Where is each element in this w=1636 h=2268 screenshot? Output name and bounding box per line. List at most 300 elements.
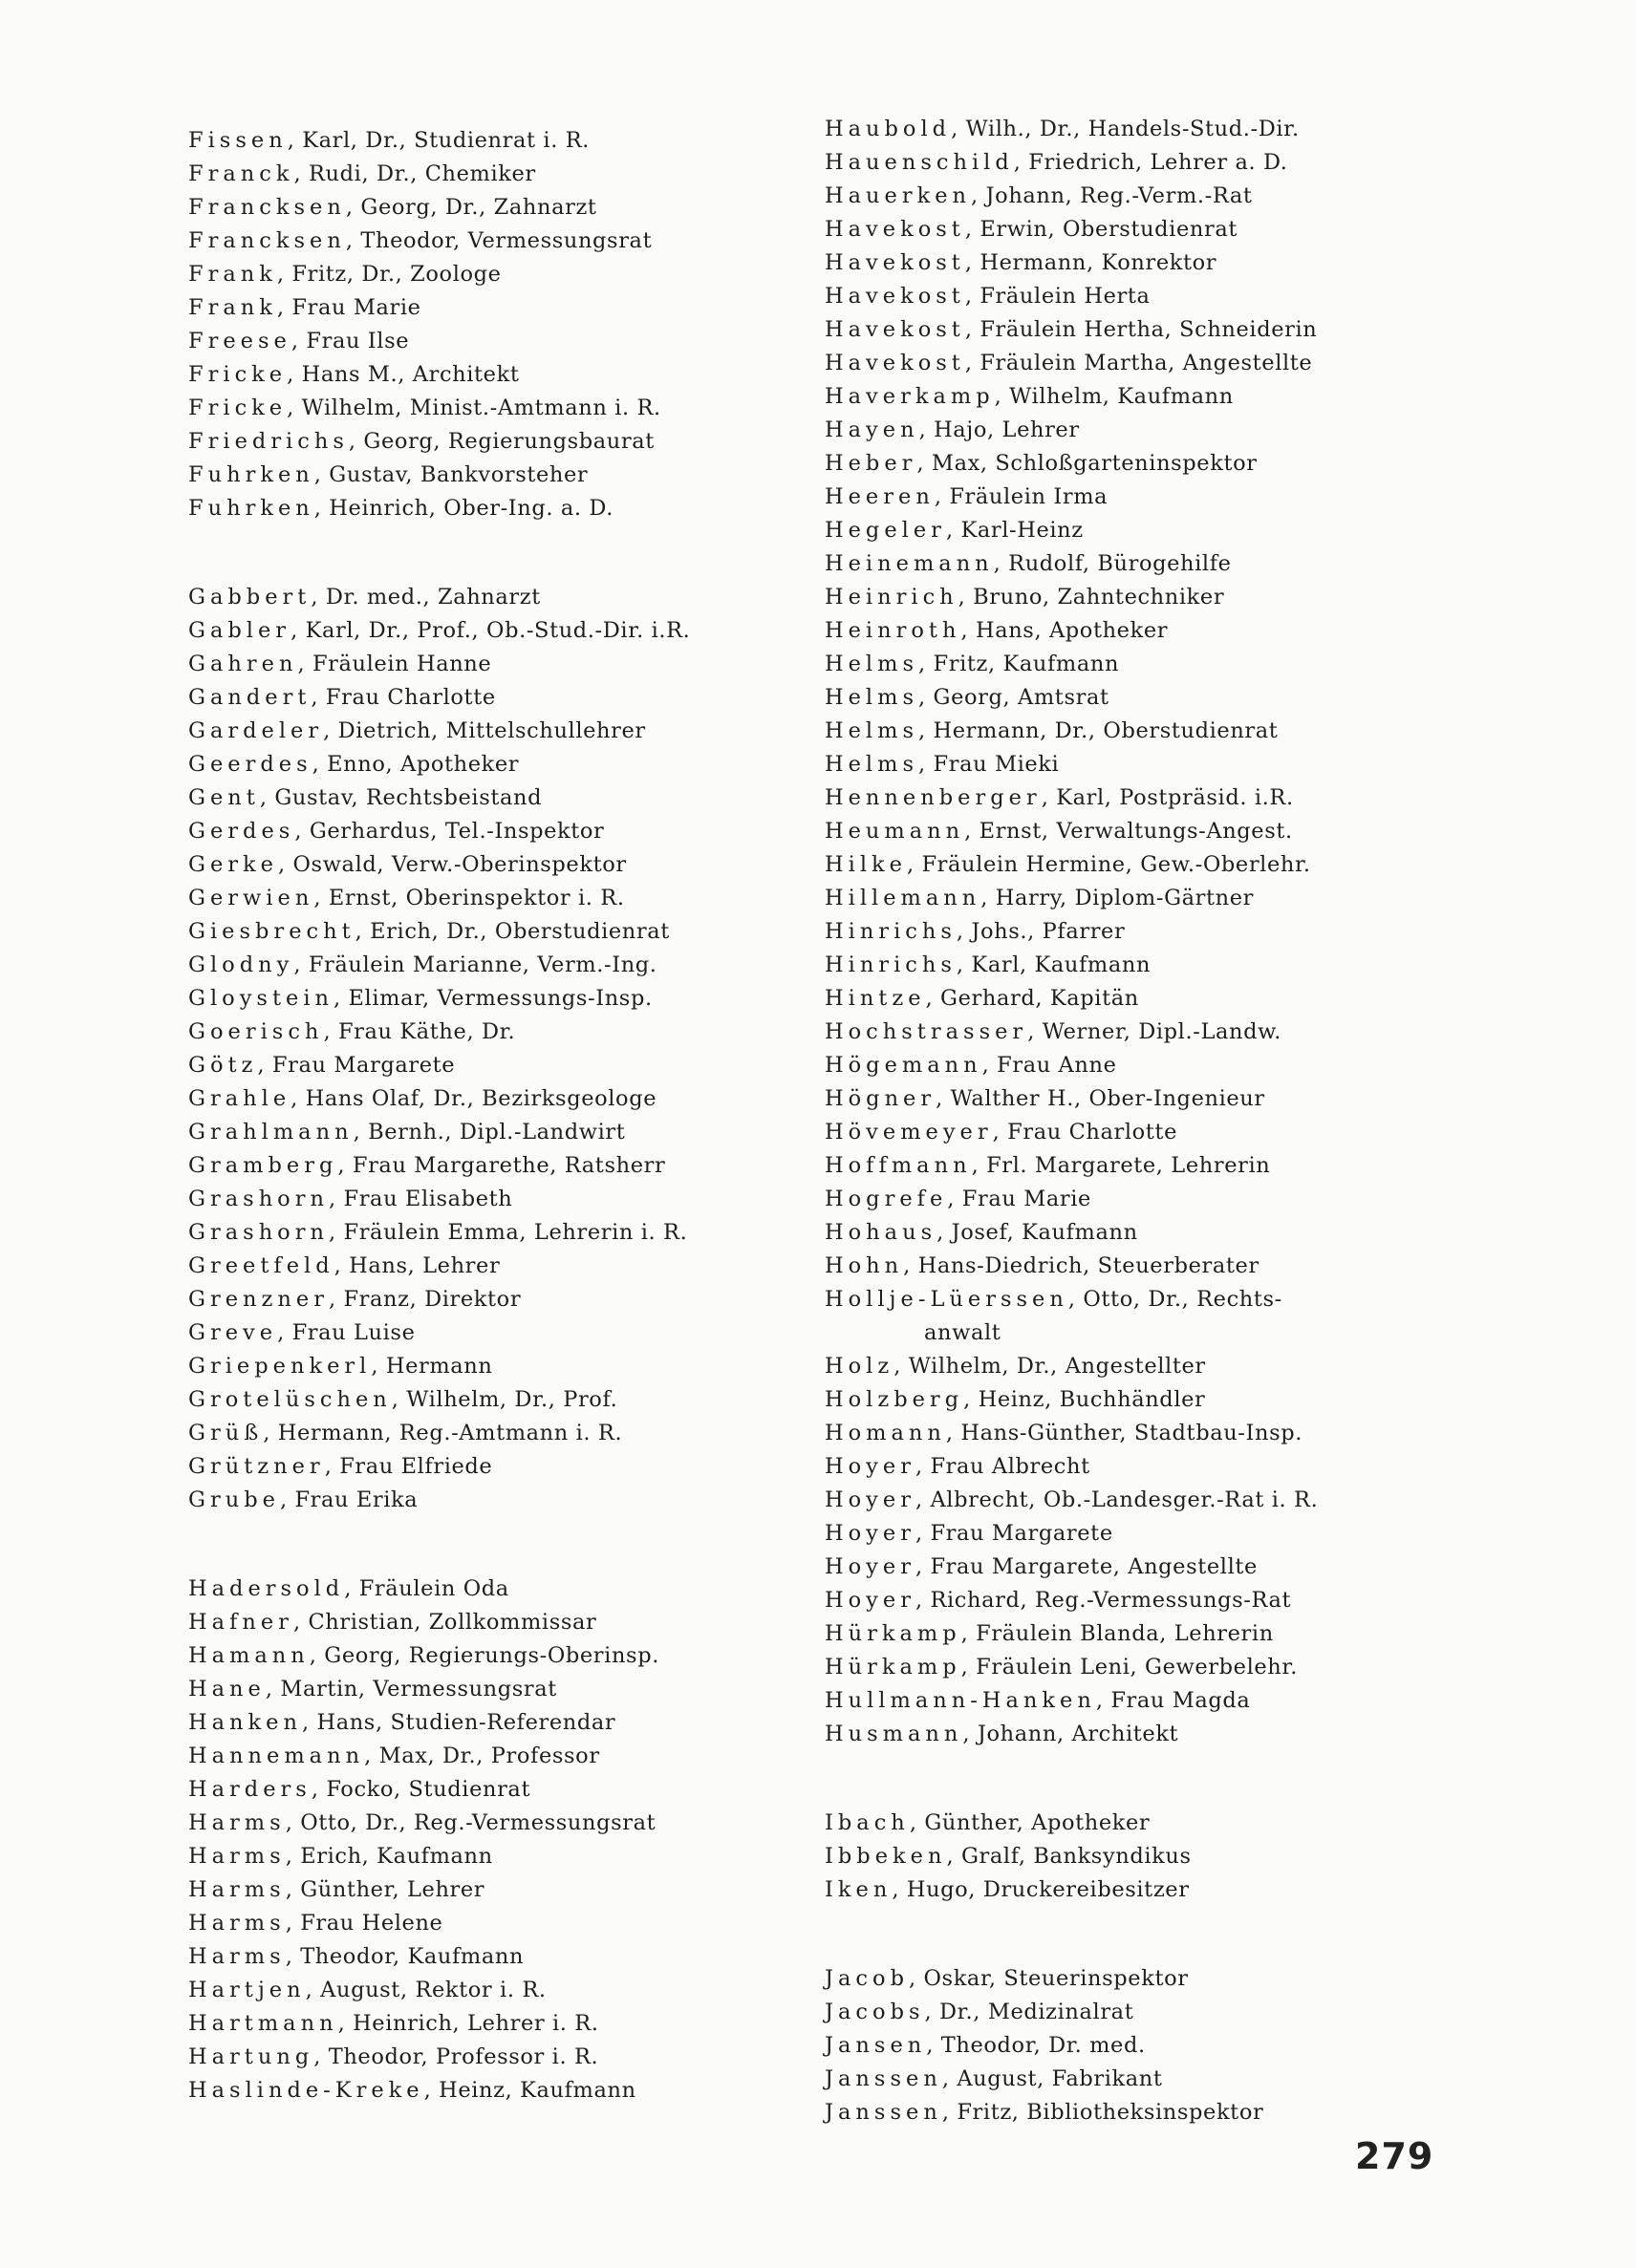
entry-details: , Frl. Margarete, Lehrerin (971, 1153, 1271, 1178)
directory-entry (825, 1484, 1455, 1517)
entry-details: , Wilhelm, Kaufmann (994, 384, 1234, 409)
directory-entry (825, 715, 1455, 748)
entry-details: , Harry, Diplom-Gärtner (980, 886, 1255, 910)
entry-surname: Grahle (188, 1086, 291, 1111)
entry-surname: Harms (188, 1944, 286, 1969)
entry-details: , Frau Margarete (257, 1053, 456, 1078)
entry-details: , Hans, Lehrer (334, 1253, 501, 1278)
entry-surname: Franck (188, 161, 294, 186)
entry-details: , Albrecht, Ob.-Landesger.-Rat i. R. (915, 1487, 1319, 1512)
entry-surname: Hogrefe (825, 1187, 948, 1211)
entry-surname: Geerdes (188, 752, 312, 777)
entry-surname: Heinroth (825, 618, 961, 643)
entry-details: , Hajo, Lehrer (918, 417, 1080, 442)
directory-entry (825, 313, 1455, 347)
entry-details: , Karl, Kaufmann (956, 952, 1152, 977)
entry-details: , Frau Helene (285, 1911, 443, 1936)
entry-details: , Karl, Dr., Prof., Ob.-Stud.-Dir. i.R. (291, 618, 691, 643)
entry-surname: Hartung (188, 2044, 314, 2069)
directory-entry (825, 1873, 1455, 1907)
entry-details: , Frau Marie (276, 295, 421, 320)
entry-details: , August, Rektor i. R. (305, 1978, 547, 2002)
directory-entry (825, 2063, 1455, 2096)
entry-surname: Haubold (825, 117, 952, 141)
directory-entry (825, 781, 1455, 815)
entry-surname: Grotelüschen (188, 1387, 392, 1412)
entry-details: , Frau Elfriede (324, 1454, 493, 1479)
entry-details: , Bernh., Dipl.-Landwirt (353, 1120, 626, 1145)
directory-entry (825, 681, 1455, 715)
directory-entry (188, 1417, 800, 1450)
entry-details: , Theodor, Professor i. R. (313, 2044, 599, 2069)
entry-details: , Heinz, Kaufmann (423, 2078, 636, 2103)
directory-entry (188, 815, 800, 848)
entry-details: anwalt (924, 1320, 1001, 1345)
entry-surname: Holzberg (825, 1387, 964, 1412)
entry-surname: Husmann (825, 1722, 963, 1746)
entry-surname: Gardeler (188, 718, 324, 743)
directory-entry (825, 1840, 1455, 1873)
entry-surname: Harms (188, 1911, 286, 1936)
entry-details: , Hans-Diedrich, Steuerberater (903, 1253, 1259, 1278)
entry-details: , Frau Charlotte (311, 685, 496, 710)
entry-surname: Harms (188, 1844, 286, 1869)
entry-surname: Fissen (188, 128, 288, 153)
entry-surname: Frank (188, 295, 277, 320)
entry-details: , Hermann (371, 1354, 493, 1379)
directory-entry (825, 113, 1455, 146)
directory-entry (825, 882, 1455, 915)
entry-details: , Gustav, Rechtsbeistand (259, 785, 543, 810)
entry-surname: Havekost (825, 351, 965, 375)
entry-surname: Greve (188, 1320, 278, 1345)
entry-surname: Fricke (188, 396, 288, 420)
directory-entry (188, 1216, 800, 1250)
directory-entry (188, 1873, 800, 1907)
directory-entry (825, 581, 1455, 614)
directory-entry (188, 1606, 800, 1639)
entry-surname: Hafner (188, 1610, 293, 1635)
directory-entry (188, 882, 800, 915)
entry-surname: Hollje-Lüerssen (825, 1287, 1068, 1312)
left-letter-group (188, 1573, 800, 2108)
entry-details: , Fräulein Emma, Lehrerin i. R. (328, 1220, 688, 1245)
entry-details: , Fritz, Bibliotheksinspektor (941, 2100, 1264, 2125)
entry-details: , Hermann, Dr., Oberstudienrat (918, 718, 1279, 743)
entry-surname: Gahren (188, 652, 298, 676)
entry-details: , Martin, Vermessungsrat (265, 1677, 557, 1701)
directory-entry (825, 1996, 1455, 2029)
entry-surname: Hoyer (825, 1521, 915, 1546)
directory-entry (188, 949, 800, 982)
directory-entry (188, 358, 800, 392)
directory-entry (188, 2074, 800, 2108)
entry-surname: Fuhrken (188, 462, 314, 487)
directory-entry (825, 547, 1455, 581)
directory-entry (825, 1383, 1455, 1417)
entry-details: , Otto, Dr., Reg.-Vermessungsrat (285, 1810, 657, 1835)
directory-entry (825, 1551, 1455, 1584)
entry-surname: Haslinde-Kreke (188, 2078, 424, 2103)
entry-surname: Heumann (825, 819, 965, 844)
directory-entry (825, 815, 1455, 848)
right-letter-group (825, 1962, 1455, 2129)
entry-details: , Erwin, Oberstudienrat (964, 217, 1238, 242)
directory-entry (188, 1149, 800, 1183)
entry-surname: Hoyer (825, 1588, 915, 1613)
entry-details: , Günther, Lehrer (285, 1877, 485, 1902)
directory-entry (188, 681, 800, 715)
directory-entry (188, 1016, 800, 1049)
directory-entry (188, 425, 800, 459)
directory-entry (825, 146, 1455, 180)
entry-surname: Helms (825, 685, 919, 710)
entry-surname: Janssen (825, 2066, 942, 2091)
entry-surname: Heber (825, 451, 917, 476)
entry-surname: Homann (825, 1421, 946, 1445)
entry-details: , Georg, Dr., Zahnarzt (345, 195, 597, 220)
directory-entry (825, 949, 1455, 982)
entry-surname: Hoffmann (825, 1153, 972, 1178)
entry-surname: Högner (825, 1086, 936, 1111)
entry-details: , August, Fabrikant (941, 2066, 1163, 2091)
entry-details: , Ernst, Verwaltungs-Angest. (964, 819, 1293, 844)
entry-surname: Grashorn (188, 1220, 329, 1245)
entry-details: , Bruno, Zahntechniker (958, 585, 1225, 610)
entry-details: , Frau Charlotte (992, 1120, 1177, 1145)
directory-entry (188, 1773, 800, 1807)
entry-details: , Günther, Apotheker (909, 1810, 1151, 1835)
entry-surname: Hoyer (825, 1454, 915, 1479)
right-letter-group (825, 113, 1455, 1751)
entry-details: , Georg, Regierungs-Oberinsp. (309, 1643, 659, 1668)
entry-surname: Jacob (825, 1966, 909, 1991)
entry-surname: Hane (188, 1677, 266, 1701)
directory-entry (825, 848, 1455, 882)
entry-details: , Johann, Architekt (962, 1722, 1179, 1746)
directory-entry (188, 492, 800, 525)
entry-details: , Ernst, Oberinspektor i. R. (313, 886, 625, 910)
directory-entry (825, 447, 1455, 481)
entry-details: , Frau Margarete, Angestellte (915, 1554, 1258, 1579)
entry-details: , Christian, Zollkommissar (292, 1610, 597, 1635)
entry-surname: Havekost (825, 250, 965, 275)
entry-details: , Dietrich, Mittelschullehrer (323, 718, 646, 743)
directory-entry (188, 781, 800, 815)
entry-details: , Walther H., Ober-Ingenieur (936, 1086, 1265, 1111)
entry-details: , Johann, Reg.-Verm.-Rat (971, 183, 1253, 208)
entry-surname: Grashorn (188, 1187, 329, 1211)
entry-surname: Hennenberger (825, 785, 1042, 810)
entry-surname: Gerdes (188, 819, 295, 844)
entry-surname: Friedrichs (188, 429, 349, 454)
entry-details: , Oskar, Steuerinspektor (909, 1966, 1189, 1991)
page-number: 279 (1355, 2135, 1434, 2177)
entry-details: , Frau Ilse (291, 329, 410, 353)
directory-entry (188, 325, 800, 358)
directory-entry (825, 1684, 1455, 1718)
entry-surname: Gloystein (188, 986, 334, 1011)
entry-details: , Dr. med., Zahnarzt (311, 585, 541, 610)
entry-details: , Dr., Medizinalrat (924, 2000, 1134, 2024)
entry-surname: Hürkamp (825, 1621, 961, 1646)
entry-surname: Hillemann (825, 886, 981, 910)
entry-details: , Werner, Dipl.-Landw. (1027, 1019, 1282, 1044)
entry-details: , Fräulein Hanne (297, 652, 492, 676)
entry-surname: Hartjen (188, 1978, 306, 2002)
entry-details: , Gerhard, Kapitän (925, 986, 1139, 1011)
directory-entry (825, 1807, 1455, 1840)
entry-surname: Harms (188, 1810, 286, 1835)
entry-surname: Hintze (825, 986, 926, 1011)
entry-details: , Heinrich, Lehrer i. R. (337, 2011, 599, 2036)
entry-details: , Frau Magda (1095, 1688, 1251, 1713)
entry-details: , Theodor, Dr. med. (926, 2033, 1146, 2058)
entry-surname: Hegeler (825, 518, 946, 543)
directory-entry (825, 1617, 1455, 1651)
directory-entry (188, 715, 800, 748)
entry-details: , Georg, Amtsrat (918, 685, 1109, 710)
entry-details: , Frau Elisabeth (328, 1187, 513, 1211)
entry-surname: Jacobs (825, 2000, 925, 2024)
directory-entry (825, 1116, 1455, 1149)
directory-entry (188, 1383, 800, 1417)
entry-surname: Grube (188, 1487, 280, 1512)
right-column (825, 113, 1455, 2129)
directory-entry (825, 1082, 1455, 1116)
directory-entry (188, 258, 800, 291)
entry-surname: Hanken (188, 1710, 302, 1735)
right-letter-group (825, 1807, 1455, 1907)
entry-details: , Fräulein Blanda, Lehrerin (960, 1621, 1274, 1646)
entry-details: , Hermann, Konrektor (964, 250, 1217, 275)
directory-entry (825, 1962, 1455, 1996)
entry-details: , Wilhelm, Dr., Prof. (391, 1387, 618, 1412)
entry-details: , Josef, Kaufmann (936, 1220, 1138, 1245)
entry-surname: Heeren (825, 484, 935, 509)
entry-details: , Fräulein Martha, Angestellte (964, 351, 1313, 375)
entry-surname: Gandert (188, 685, 312, 710)
entry-details: , Fritz, Kaufmann (918, 652, 1120, 676)
entry-surname: Hauenschild (825, 150, 1014, 175)
entry-surname: Greetfeld (188, 1253, 334, 1278)
entry-details: , Focko, Studienrat (311, 1777, 531, 1802)
entry-details: , Hans Olaf, Dr., Bezirksgeologe (291, 1086, 657, 1111)
entry-surname: Havekost (825, 317, 965, 342)
entry-details: , Karl-Heinz (945, 518, 1084, 543)
entry-details: , Erich, Dr., Oberstudienrat (355, 919, 670, 944)
entry-surname: Griepenkerl (188, 1354, 372, 1379)
entry-details: , Heinz, Buchhändler (963, 1387, 1206, 1412)
entry-details: , Fräulein Irma (934, 484, 1109, 509)
entry-details: , Fräulein Marianne, Verm.-Ing. (293, 952, 657, 977)
entry-surname: Holz (825, 1354, 894, 1379)
entry-details: , Hans M., Architekt (287, 362, 520, 387)
entry-details: , Fräulein Hertha, Schneiderin (964, 317, 1318, 342)
directory-entry (188, 1639, 800, 1673)
entry-details: , Frau Luise (277, 1320, 416, 1345)
entry-details: , Frau Käthe, Dr. (323, 1019, 516, 1044)
entry-surname: Heinrich (825, 585, 958, 610)
directory-entry (825, 1250, 1455, 1283)
directory-entry (825, 1450, 1455, 1484)
entry-details: , Wilhelm, Dr., Angestellter (893, 1354, 1206, 1379)
entry-details: , Frau Albrecht (915, 1454, 1090, 1479)
directory-entry (825, 380, 1455, 414)
entry-surname: Fricke (188, 362, 288, 387)
directory-entry (188, 1283, 800, 1316)
entry-surname: Hullmann-Hanken (825, 1688, 1096, 1713)
entry-details: , Friedrich, Lehrer a. D. (1013, 150, 1288, 175)
entry-details: , Elimar, Vermessungs-Insp. (334, 986, 653, 1011)
entry-surname: Gerke (188, 852, 278, 877)
entry-details: , Hans, Apotheker (960, 618, 1169, 643)
entry-details: , Rudi, Dr., Chemiker (293, 161, 536, 186)
directory-entry (188, 1082, 800, 1116)
directory-entry (825, 1517, 1455, 1551)
entry-surname: Fuhrken (188, 496, 314, 521)
entry-details: , Max, Schloßgarteninspektor (916, 451, 1258, 476)
directory-entry (188, 2007, 800, 2041)
directory-entry (188, 191, 800, 225)
directory-entry (188, 1573, 800, 1606)
entry-details: , Frau Margarete (915, 1521, 1113, 1546)
directory-entry (825, 414, 1455, 447)
entry-surname: Götz (188, 1053, 258, 1078)
entry-surname: Hadersold (188, 1576, 345, 1601)
directory-entry (825, 180, 1455, 213)
entry-details: , Oswald, Verw.-Oberinspektor (278, 852, 627, 877)
directory-entry (825, 347, 1455, 380)
entry-surname: Hilke (825, 852, 907, 877)
entry-details: , Frau Erika (279, 1487, 419, 1512)
directory-entry (188, 459, 800, 492)
entry-surname: Hayen (825, 417, 919, 442)
entry-surname: Francksen (188, 228, 346, 253)
directory-entry (825, 1016, 1455, 1049)
entry-details: , Theodor, Vermessungsrat (345, 228, 653, 253)
directory-entry (188, 1840, 800, 1873)
directory-entry (825, 2096, 1455, 2129)
entry-details: , Fräulein Hermine, Gew.-Oberlehr. (906, 852, 1311, 877)
directory-entry (188, 1974, 800, 2007)
directory-entry (188, 614, 800, 648)
directory-entry (188, 2041, 800, 2074)
entry-surname: Helms (825, 718, 919, 743)
entry-surname: Hochstrasser (825, 1019, 1028, 1044)
directory-entry (188, 1250, 800, 1283)
entry-details: , Frau Marie (947, 1187, 1091, 1211)
directory-entry (825, 982, 1455, 1016)
entry-surname: Hohn (825, 1253, 904, 1278)
entry-details: , Enno, Apotheker (312, 752, 520, 777)
entry-surname: Harders (188, 1777, 312, 1802)
directory-entry (825, 246, 1455, 280)
directory-entry (825, 614, 1455, 648)
entry-surname: Högemann (825, 1053, 982, 1078)
entry-surname: Hartmann (188, 2011, 338, 2036)
entry-details: , Fräulein Herta (964, 284, 1151, 309)
entry-surname: Havekost (825, 217, 965, 242)
directory-entry (825, 1149, 1455, 1183)
directory-entry (825, 1049, 1455, 1082)
directory-entry (825, 1216, 1455, 1250)
entry-surname: Hauerken (825, 183, 972, 208)
left-letter-group (188, 581, 800, 1517)
entry-surname: Havekost (825, 284, 965, 309)
entry-surname: Haverkamp (825, 384, 995, 409)
directory-entry (188, 1673, 800, 1706)
entry-details: , Fritz, Dr., Zoologe (276, 262, 502, 287)
directory-entry (188, 1706, 800, 1740)
left-column (188, 124, 800, 2108)
directory-entry (188, 1350, 800, 1383)
entry-surname: Freese (188, 329, 291, 353)
entry-surname: Hannemann (188, 1744, 365, 1768)
directory-entry (188, 1807, 800, 1840)
directory-entry (825, 1350, 1455, 1383)
directory-entry (188, 848, 800, 882)
entry-surname: Gerwien (188, 886, 314, 910)
entry-details: , Gerhardus, Tel.-Inspektor (294, 819, 605, 844)
entry-details: , Gralf, Banksyndikus (946, 1844, 1192, 1869)
entry-surname: Hoyer (825, 1554, 915, 1579)
entry-details: , Franz, Direktor (328, 1287, 522, 1312)
entry-surname: Gabler (188, 618, 291, 643)
entry-surname: Glodny (188, 952, 294, 977)
directory-entry-continuation (825, 1316, 1455, 1350)
left-letter-group (188, 124, 800, 525)
entry-surname: Hohaus (825, 1220, 937, 1245)
entry-details: , Fräulein Leni, Gewerbelehr. (960, 1655, 1299, 1680)
directory-entry (825, 1651, 1455, 1684)
entry-surname: Iken (825, 1877, 893, 1902)
entry-details: , Gustav, Bankvorsteher (313, 462, 589, 487)
directory-entry (188, 648, 800, 681)
directory-entry (825, 1417, 1455, 1450)
entry-details: , Frau Margarethe, Ratsherr (337, 1153, 666, 1178)
directory-entry (825, 648, 1455, 681)
entry-surname: Hamann (188, 1643, 310, 1668)
directory-entry (188, 1316, 800, 1350)
entry-surname: Giesbrecht (188, 919, 355, 944)
entry-details: , Wilhelm, Minist.-Amtmann i. R. (287, 396, 661, 420)
directory-entry (825, 1718, 1455, 1751)
directory-entry (825, 915, 1455, 949)
directory-entry (188, 291, 800, 325)
entry-surname: Grüß (188, 1421, 264, 1445)
entry-details: , Wilh., Dr., Handels-Stud.-Dir. (951, 117, 1300, 141)
entry-details: , Rudolf, Bürogehilfe (993, 551, 1232, 576)
entry-surname: Hürkamp (825, 1655, 961, 1680)
entry-surname: Grützner (188, 1454, 325, 1479)
entry-surname: Frank (188, 262, 277, 287)
directory-entry (188, 124, 800, 158)
directory-entry (188, 158, 800, 191)
entry-surname: Hinrichs (825, 952, 957, 977)
entry-details: , Fräulein Oda (344, 1576, 509, 1601)
directory-entry (188, 1450, 800, 1484)
entry-surname: Gabbert (188, 585, 312, 610)
entry-details: , Frau Anne (981, 1053, 1117, 1078)
entry-details: , Otto, Dr., Rechts- (1067, 1287, 1282, 1312)
directory-entry (825, 1183, 1455, 1216)
entry-surname: Goerisch (188, 1019, 324, 1044)
directory-entry (188, 748, 800, 781)
entry-surname: Jansen (825, 2033, 927, 2058)
directory-entry (825, 2029, 1455, 2063)
entry-details: , Hans-Günther, Stadtbau-Insp. (945, 1421, 1302, 1445)
